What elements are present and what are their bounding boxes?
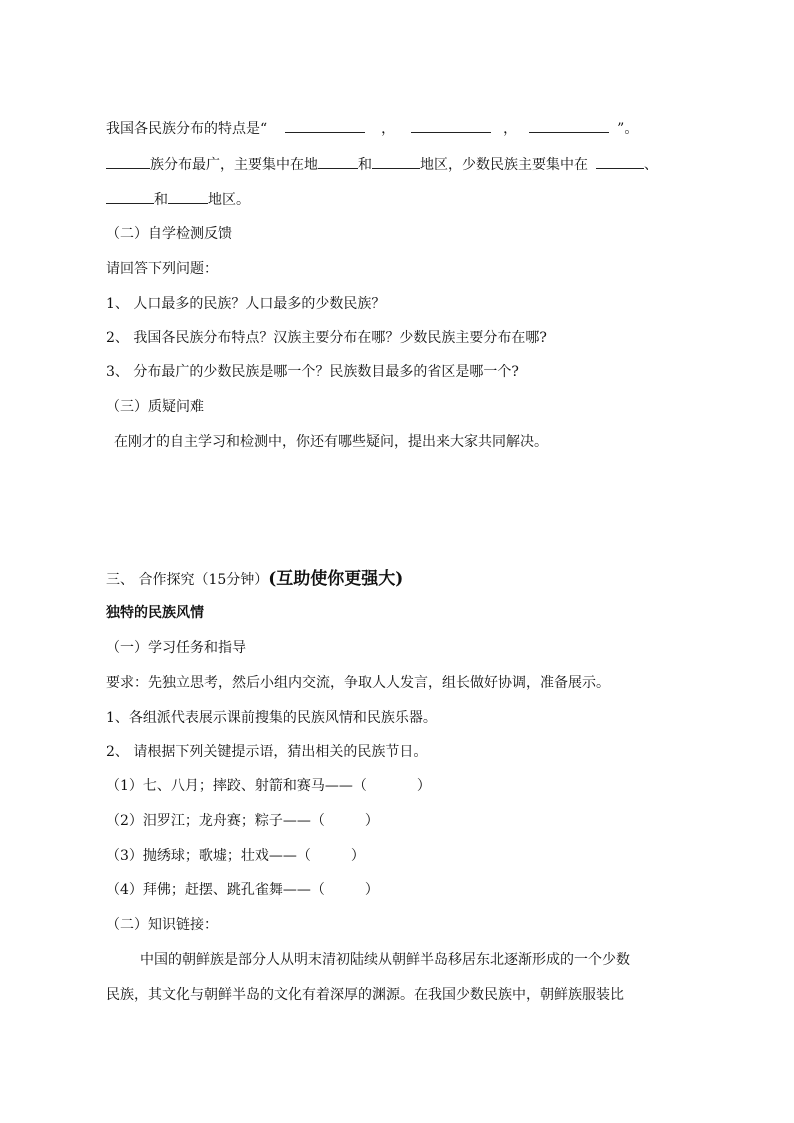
part3-emphasis: (互助使你更强大) (268, 569, 404, 589)
section-self-check: （二）自学检测反馈 (106, 226, 232, 242)
section-knowledge-link: （二）知识链接： (106, 917, 218, 933)
question-2: 2、 我国各民族分布特点？汉族主要分布在哪？少数民族主要分布在哪? (106, 330, 547, 346)
topic-heading: 独特的民族风情 (106, 605, 204, 621)
blank-feature-1[interactable] (285, 118, 365, 133)
festival-item: （1）七、八月；摔跤、射箭和赛马——（ ） (106, 778, 431, 794)
answer-prompt: 请回答下列问题： (106, 261, 218, 277)
requirement-text: 要求：先独立思考，然后小组内交流，争取人人发言，组长做好协调，准备展示。 (106, 675, 610, 691)
section-doubt: （三）质疑问难 (106, 399, 204, 415)
festival-item: （3）抛绣球；歌墟；壮戏——（ ） (106, 848, 365, 864)
paragraph-line-1: 中国的朝鲜族是部分人从明末清初陆续从朝鲜半岛移居东北逐渐形成的一个少数 (140, 952, 630, 968)
blank-feature-2[interactable] (411, 118, 491, 133)
paragraph-line-2: 民族，其文化与朝鲜半岛的文化有着深厚的渊源。在我国少数民族中，朝鲜族服装比 (106, 987, 624, 1003)
han-distribution-line: 族分布最广，主要集中在地 和 地区，少数民族主要集中在 、 (106, 154, 658, 175)
festival-item: （2）汨罗江；龙舟赛；粽子——（ ） (106, 813, 379, 829)
distribution-feature-prefix: 我国各民族分布的特点是“ (106, 121, 268, 137)
blank-region-2[interactable] (372, 154, 420, 169)
blank-minority-region-2[interactable] (106, 189, 154, 204)
blank-minority-region-1[interactable] (596, 154, 644, 169)
part3-heading: 三、 合作探究（15分钟）(互助使你更强大) (106, 569, 404, 589)
blank-han[interactable] (106, 154, 150, 169)
section-task: （一）学习任务和指导 (106, 640, 246, 656)
doubt-text: 在刚才的自主学习和检测中，你还有哪些疑问，提出来大家共同解决。 (114, 434, 548, 450)
blank-region-1[interactable] (318, 154, 358, 169)
question-3: 3、 分布最广的少数民族是哪一个？民族数目最多的省区是哪一个? (106, 364, 519, 380)
blank-feature-3[interactable] (529, 118, 609, 133)
festival-item: （4）拜佛；赶摆、跳孔雀舞——（ ） (106, 882, 379, 898)
minority-region-line: 和 地区。 (106, 189, 250, 210)
task-2: 2、 请根据下列关键提示语，猜出相关的民族节日。 (106, 744, 428, 760)
blank-minority-region-3[interactable] (168, 189, 208, 204)
task-1: 1、各组派代表展示课前搜集的民族风情和民族乐器。 (106, 710, 437, 726)
distribution-feature-line: 我国各民族分布的特点是“ ， ， ”。 (106, 118, 638, 139)
question-1: 1、 人口最多的民族？人口最多的少数民族？ (106, 296, 386, 312)
